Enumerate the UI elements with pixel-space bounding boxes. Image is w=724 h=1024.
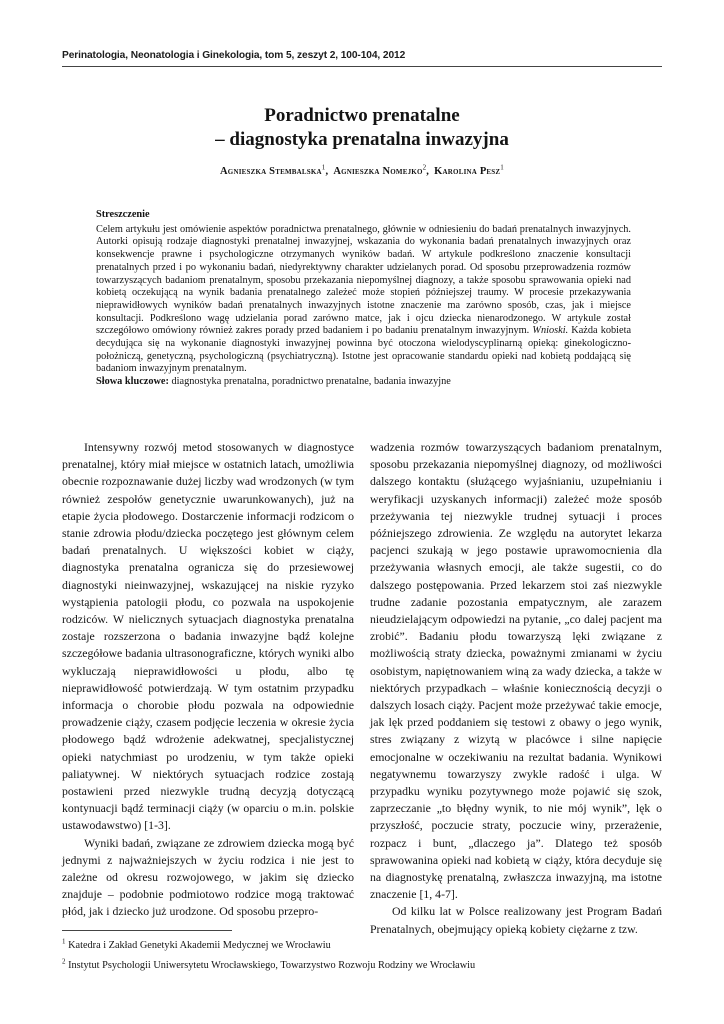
abstract-text: [96, 224, 631, 376]
abstract-conclusions-label: Wnioski.: [532, 325, 569, 337]
body-paragraph: wadzenia rozmów towarzyszących badaniom prenatalnym, sposobu przekazania niepomyślnej diagnozy, od możliwości dalszego kontaktu (służącego wyjaśnianiu, uzupełnianiu i weryfikacji uzyskanych informacji) zależeć może sposób przeżywania tej niezwykle trudnej sytuacji i proces późniejszego zdrowienia. Ze względu na autorytet lekarza pacjenci szukają w jego postawie uprawomocnienia dla przeżywania własnych emocji, ale także sugestii, co do dalszego postępowania. Przed lekarzem stoi zaś niezwykle trudne zadanie pozostania empatycznym, ale zarazem nieudzielającym odpowiedzi na pytanie, „co dalej pacjent ma zrobić”. Badaniu płodu towarzyszą lęki związane z możliwością straty dziecka, poważnymi zmianami w życiu osobistym, napiętnowaniem winą za wady dziecka, a także w niektórych przypadkach – właśnie koniecznością decyzji o dalszych losach ciąży. Pacjent może przeżywać takie emocje, jak lęk przed poddaniem się testowi z obawy o jego wynik, stres związany z wizytą w placówce i silne napięcie emocjonalne w oczekiwaniu na rezultat badania. Wynikowi negatywnemu towarzyszy zwykle radość i ulga. W przypadku wyniku pozytywnego może pojawić się szok, zaprzeczanie „to błędny wynik, to nie mój wynik”, lęk o przyszłość, poczucie straty, poczucie winy, przerażenie, rozpacz i bunt, „dlaczego ja”. Dlatego też sposób sprawowanina opieki nad kobietą w ciąży, która decyduje się na diagnostykę prenatalną, zwłaszcza inwazyjną, ma istotne znaczenie [1, 4-7].: [370, 440, 662, 902]
body-paragraph: Od kilku lat w Polsce realizowany jest Program Badań Prenatalnych, obejmujący opieką kobiety ciężarne z tzw.: [370, 904, 662, 936]
author-name: Agnieszka Nomejko: [333, 166, 423, 177]
author-1: [220, 163, 326, 177]
footnote-2: [62, 957, 662, 971]
keywords-text: diagnostyka prenatalna, poradnictwo prenatalne, badania inwazyjne: [171, 376, 451, 388]
author-list: Agnieszka Stembalska$^1$, Agnieszka Nomejko$^2$, Karolina Pesz$^1$: [220, 163, 504, 177]
author-affiliation-mark: 1: [500, 163, 504, 172]
body-column-right: [370, 439, 662, 938]
abstract-main-text: Celem artykułu jest omówienie aspektów poradnictwa prenatalnego, głównie w odniesieniu do badań prenatalnych inwazyjnych. Autorki opisują rodzaje diagnostyki prenatalnej inwazyjnej, wskazania do wykonania badań prenatalnych inwazyjnych oraz konsekwencje prawne i psychologiczne otrzymanych wyników badań. W artykule podkreślono znaczenie konsultacji prenatalnych przed i po wykonaniu badań, niedyrektywny charakter udzielanych porad. Od sposobu przeprowadzenia rozmów towarzyszących badaniom prenatalnym, sposobu przekazania niepomyślnej diagnozy, a także sposobu sprawowania opieki nad kobietą oczekującą na wynik badania prenatalnego zależeć może stopień późniejszej traumy. W procesie przekazywania nieprawidłowych wyników badań prenatalnych inwazyjnych istotne znaczenie ma zarówno sposób, czas, jak i miejsce konsultacji. Podkreślono wagę udzielania porad zarówno matce, jak i ojcu dziecka nienarodzonego. W artykule został szczegółowo omówiony również zakres porady przed badaniem i po badaniu prenatalnym inwazyjnym.: [96, 223, 631, 337]
author-2: [333, 163, 427, 177]
keywords: [96, 376, 631, 389]
title-line-2: – diagnostyka prenatalna inwazyjna: [215, 129, 509, 150]
abstract-conclusions-text: Każda kobieta decydująca się na wykonanie diagnostyki inwazyjnej powinna być otoczona wielodyscyplinarną opieką: ginekologiczno-położniczą, genetyczną, psychologiczną (psychiatryczną). Istotne jest opracowanie standardu opieki nad kobietą poddającą się badaniom inwazyjnym prenatalnym.: [96, 325, 632, 375]
author-affiliation-mark: 2: [422, 163, 427, 172]
author-3: [434, 163, 504, 177]
journal-header: Perinatologia, Neonatologia i Ginekologia, tom 5, zeszyt 2, 100-104, 2012: [62, 50, 406, 61]
abstract-heading: Streszczenie: [96, 209, 150, 220]
title-line-1: Poradnictwo prenatalne: [264, 105, 460, 126]
body-paragraph: Wyniki badań, związane ze zdrowiem dziecka mogą być jednymi z najważniejszych w życiu rodzica i nie jest to zależne od okresu rozwojowego, w jakim się dziecko znajduje – podobnie podmiotowo rodzice mogą traktować płód, jak i dziecko już urodzone. Od sposobu przepro-: [62, 835, 354, 919]
article-title: [62, 104, 662, 152]
footnote-text: Katedra i Zakład Genetyki Akademii Medycznej we Wrocławiu: [68, 940, 331, 951]
body-paragraph: Intensywny rozwój metod stosowanych w diagnostyce prenatalnej, który miał miejsce w ostatnich latach, umożliwia obecnie rozpoznawanie dużej liczby wad wrodzonych (w tym również zespołów genetycznie uwarunkowanych), już na etapie życia płodowego. Dostarczenie informacji rodzicom o stanie zdrowia płodu/dziecka poczętego jest głównym celem badań prenatalnych. U większości kobiet w ciąży, diagnostyka prenatalna ogranicza się do przesiewowej diagnostyki nieinwazyjnej, wskazującej na niskie ryzyko wystąpienia patologii płodu, co pozwala na uspokojenie rodziców. W nielicznych sytuacjach diagnostyka prenatalna zostaje rozszerzona o badania inwazyjne bądź kolejne szczegółowe badania ultrasonograficzne, których wyniki albo wykluczają nieprawidłowości u płodu, albo tę nieprawidłowość potwierdzają. W tym ostatnim przypadku informacja o chorobie płodu pozwala na odpowiednie prowadzenie ciąży, czasem podjęcie leczenia w okresie życia płodowego bądź wdrożenie adekwatnej, specjalistycznej opieki natychmiast po urodzeniu, w tym także opieki paliatywnej. W niektórych sytuacjach rodzice zostają postawieni przed niezwykle trudną decyzją dotyczącą kontynuacji bądź terminacji ciąży (w oparciu o m.in. polskie ustawodawstwo) [1-3].: [62, 440, 354, 833]
author-name: Agnieszka Stembalska: [220, 166, 322, 177]
footnote-1: [62, 937, 662, 951]
footnote-mark: 2: [62, 957, 66, 966]
footnote-divider: [62, 930, 232, 931]
author-name: Karolina Pesz: [434, 166, 501, 177]
keywords-label: Słowa kluczowe:: [96, 376, 169, 388]
footnote-text: Instytut Psychologii Uniwersytetu Wrocławskiego, Towarzystwo Rozwoju Rodziny we Wrocławiu: [68, 960, 476, 971]
abstract: [96, 209, 631, 389]
body-column-left: [62, 439, 354, 921]
footnote-mark: 1: [62, 937, 66, 946]
author-affiliation-mark: 1: [321, 163, 326, 172]
header-divider: [62, 66, 662, 67]
